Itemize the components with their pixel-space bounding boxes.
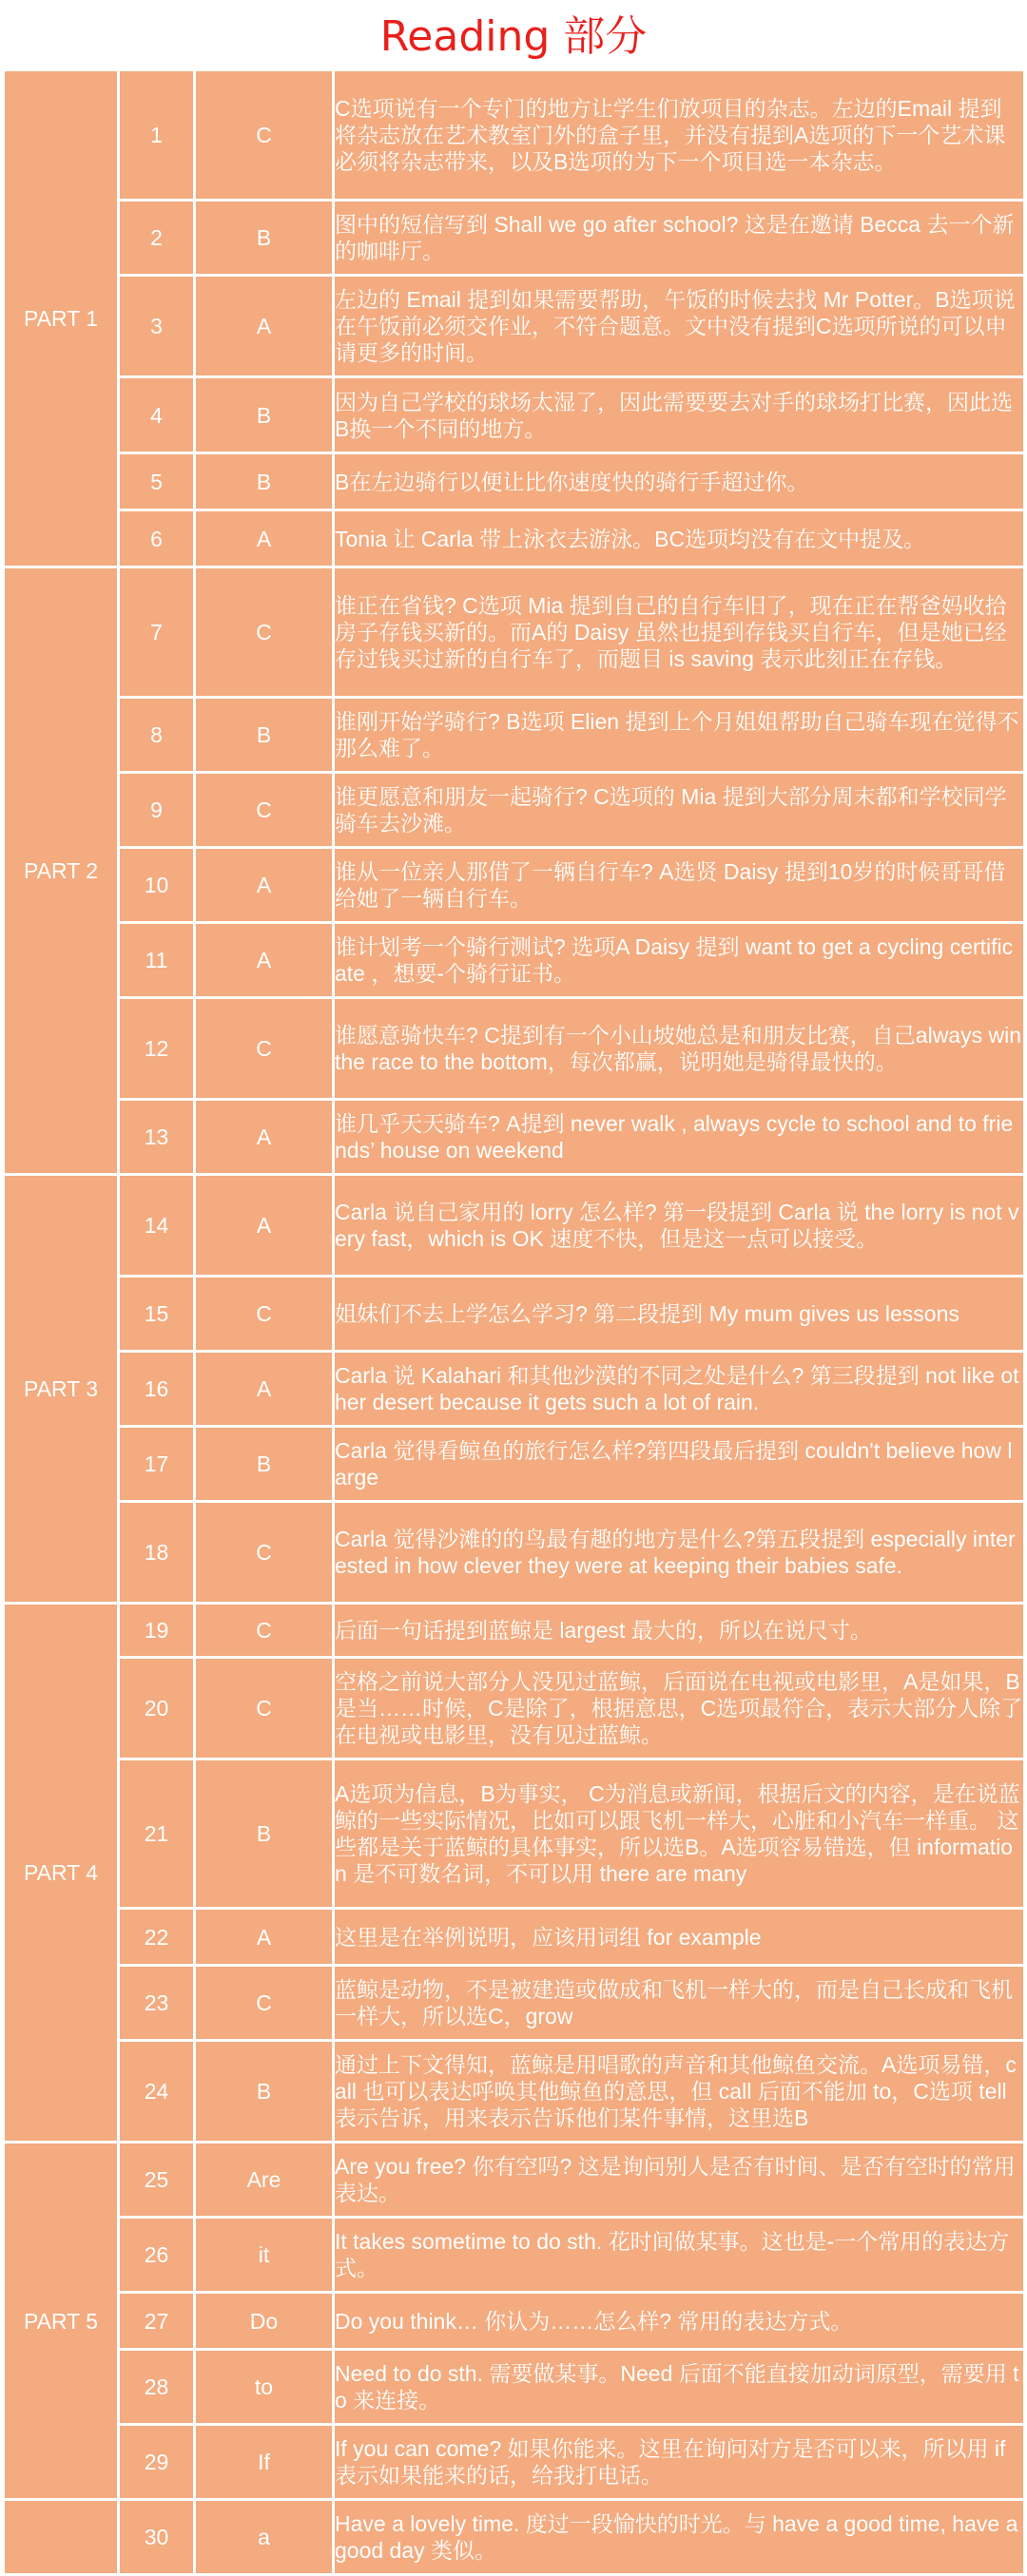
question-number: 22 xyxy=(119,1909,195,1966)
part-label: PART 4 xyxy=(4,1604,119,2143)
question-number: 23 xyxy=(119,1966,195,2041)
answer-cell: C xyxy=(195,1277,334,1352)
explanation-cell: B在左边骑行以便让比你速度快的骑行手超过你。 xyxy=(334,453,1025,510)
table-row xyxy=(4,2350,1025,2425)
question-number: 18 xyxy=(119,1502,195,1604)
question-number: 10 xyxy=(119,848,195,923)
table-row xyxy=(4,1658,1025,1759)
explanation-cell: Carla 说 Kalahari 和其他沙漠的不同之处是什么? 第三段提到 not like other desert because it gets such a lot of rain. xyxy=(334,1352,1025,1427)
table-row xyxy=(4,453,1025,510)
answer-cell: A xyxy=(195,510,334,567)
explanation-cell: 谁刚开始学骑行? B选项 Elien 提到上个月姐姐帮助自己骑车现在觉得不那么难了。 xyxy=(334,698,1025,773)
question-number: 29 xyxy=(119,2425,195,2500)
answer-cell: C xyxy=(195,1604,334,1658)
answer-table-body xyxy=(4,70,1025,2575)
table-row xyxy=(4,567,1025,698)
answer-cell: B xyxy=(195,453,334,510)
answer-cell: Do xyxy=(195,2293,334,2350)
table-row xyxy=(4,1175,1025,1277)
question-number: 25 xyxy=(119,2143,195,2218)
explanation-cell: 谁更愿意和朋友一起骑行? C选项的 Mia 提到大部分周末都和学校同学骑车去沙滩。 xyxy=(334,773,1025,848)
question-number: 3 xyxy=(119,276,195,377)
question-number: 11 xyxy=(119,923,195,998)
table-row xyxy=(4,2500,1025,2575)
explanation-cell: 谁从一位亲人那借了一辆自行车? A选贤 Daisy 提到10岁的时候哥哥借给她了一辆自行车。 xyxy=(334,848,1025,923)
question-number: 26 xyxy=(119,2218,195,2293)
table-row xyxy=(4,1966,1025,2041)
explanation-cell: 谁正在省钱? C选项 Mia 提到自己的自行车旧了，现在正在帮爸妈收拾房子存钱买新的。而A的 Daisy 虽然也提到存钱买自行车，但是她已经存过钱买过新的自行车了，而题目 is saving 表示此刻正在存钱。 xyxy=(334,567,1025,698)
table-row xyxy=(4,923,1025,998)
table-row xyxy=(4,2218,1025,2293)
explanation-cell: If you can come? 如果你能来。这里在询问对方是否可以来，所以用 if 表示如果能来的话，给我打电话。 xyxy=(334,2425,1025,2500)
question-number: 12 xyxy=(119,998,195,1100)
question-number: 20 xyxy=(119,1658,195,1759)
explanation-cell: Are you free? 你有空吗? 这是询问别人是否有时间、是否有空时的常用表达。 xyxy=(334,2143,1025,2218)
question-number: 9 xyxy=(119,773,195,848)
explanation-cell: 因为自己学校的球场太湿了，因此需要要去对手的球场打比赛，因此选B换一个不同的地方。 xyxy=(334,377,1025,453)
table-row xyxy=(4,1604,1025,1658)
table-row xyxy=(4,1502,1025,1604)
answer-cell: A xyxy=(195,923,334,998)
explanation-cell: 通过上下文得知，蓝鲸是用唱歌的声音和其他鲸鱼交流。A选项易错，call 也可以表达呼唤其他鲸鱼的意思，但 call 后面不能加 to，C选项 tell 表示告诉，用来表示告诉他们某件事情，这里选B xyxy=(334,2041,1025,2143)
explanation-cell: It takes sometime to do sth. 花时间做某事。这也是-一个常用的表达方式。 xyxy=(334,2218,1025,2293)
answer-cell: If xyxy=(195,2425,334,2500)
page-title: Reading 部分 xyxy=(379,12,648,61)
explanation-cell: Carla 觉得沙滩的的鸟最有趣的地方是什么?第五段提到 especially interested in how clever they were at keeping their babies safe. xyxy=(334,1502,1025,1604)
answer-cell: C xyxy=(195,1658,334,1759)
table-row xyxy=(4,2425,1025,2500)
answer-cell: A xyxy=(195,1909,334,1966)
question-number: 30 xyxy=(119,2500,195,2575)
answer-cell: C xyxy=(195,998,334,1100)
explanation-cell: 谁几乎天天骑车? A提到 never walk , always cycle to school and to friends’ house on weekend xyxy=(334,1100,1025,1175)
explanation-cell: Have a lovely time. 度过一段愉快的时光。与 have a good time, have a good day 类似。 xyxy=(334,2500,1025,2575)
explanation-cell: Need to do sth. 需要做某事。Need 后面不能直接加动词原型，需要用 to 来连接。 xyxy=(334,2350,1025,2425)
explanation-cell: 谁愿意骑快车? C提到有一个小山坡她总是和朋友比赛，自己always win the race to the bottom，每次都赢，说明她是骑得最快的。 xyxy=(334,998,1025,1100)
answer-cell: Are xyxy=(195,2143,334,2218)
answer-cell: B xyxy=(195,201,334,276)
answer-cell: to xyxy=(195,2350,334,2425)
table-row xyxy=(4,510,1025,567)
table-row xyxy=(4,2293,1025,2350)
table-row xyxy=(4,1909,1025,1966)
explanation-cell: 空格之前说大部分人没见过蓝鲸，后面说在电视或电影里，A是如果，B是当……时候，C是除了，根据意思，C选项最符合，表示大部分人除了在电视或电影里，没有见过蓝鲸。 xyxy=(334,1658,1025,1759)
answer-cell: C xyxy=(195,1502,334,1604)
table-row xyxy=(4,1759,1025,1909)
answer-cell: A xyxy=(195,1100,334,1175)
part-label: PART 1 xyxy=(4,70,119,567)
answer-cell: B xyxy=(195,377,334,453)
table-row xyxy=(4,276,1025,377)
answer-cell: A xyxy=(195,1175,334,1277)
question-number: 19 xyxy=(119,1604,195,1658)
answer-cell: A xyxy=(195,1352,334,1427)
table-row xyxy=(4,698,1025,773)
question-number: 21 xyxy=(119,1759,195,1909)
question-number: 17 xyxy=(119,1427,195,1502)
question-number: 24 xyxy=(119,2041,195,2143)
table-row xyxy=(4,1100,1025,1175)
answer-cell: B xyxy=(195,1759,334,1909)
part-label: PART 2 xyxy=(4,567,119,1175)
explanation-cell: 图中的短信写到 Shall we go after school? 这是在邀请 Becca 去一个新的咖啡厅。 xyxy=(334,201,1025,276)
explanation-cell: 后面一句话提到蓝鲸是 largest 最大的，所以在说尺寸。 xyxy=(334,1604,1025,1658)
question-number: 7 xyxy=(119,567,195,698)
explanation-cell: 这里是在举例说明，应该用词组 for example xyxy=(334,1909,1025,1966)
answer-cell: it xyxy=(195,2218,334,2293)
table-row xyxy=(4,1277,1025,1352)
answer-cell: B xyxy=(195,698,334,773)
question-number: 16 xyxy=(119,1352,195,1427)
answer-table xyxy=(2,68,1026,2576)
question-number: 8 xyxy=(119,698,195,773)
explanation-cell: A选项为信息，B为事实， C为消息或新闻，根据后文的内容，是在说蓝鲸的一些实际情况，比如可以跟飞机一样大，心脏和小汽车一样重。 这些都是关于蓝鲸的具体事实，所以选B。A选项容易错选，但 information 是不可数名词，不可以用 there are many xyxy=(334,1759,1025,1909)
table-row xyxy=(4,998,1025,1100)
question-number: 4 xyxy=(119,377,195,453)
answer-cell: C xyxy=(195,70,334,201)
explanation-cell: 姐妹们不去上学怎么学习? 第二段提到 My mum gives us lessons xyxy=(334,1277,1025,1352)
question-number: 14 xyxy=(119,1175,195,1277)
table-row xyxy=(4,773,1025,848)
explanation-cell: Do you think… 你认为……怎么样? 常用的表达方式。 xyxy=(334,2293,1025,2350)
answer-cell: B xyxy=(195,2041,334,2143)
question-number: 2 xyxy=(119,201,195,276)
part-label: PART 5 xyxy=(4,2143,119,2500)
answer-cell: A xyxy=(195,848,334,923)
part-label xyxy=(4,2500,119,2575)
explanation-cell: 蓝鲸是动物，不是被建造或做成和飞机一样大的，而是自己长成和飞机一样大，所以选C，grow xyxy=(334,1966,1025,2041)
explanation-cell: Carla 觉得看鲸鱼的旅行怎么样?第四段最后提到 couldn't believe how large xyxy=(334,1427,1025,1502)
answer-cell: B xyxy=(195,1427,334,1502)
explanation-cell: 谁计划考一个骑行测试? 选项A Daisy 提到 want to get a cycling certificate ，想要-个骑行证书。 xyxy=(334,923,1025,998)
question-number: 5 xyxy=(119,453,195,510)
table-row xyxy=(4,848,1025,923)
explanation-cell: Carla 说自己家用的 lorry 怎么样? 第一段提到 Carla 说 the lorry is not very fast，which is OK 速度不快，但是这一点可以接受。 xyxy=(334,1175,1025,1277)
table-row xyxy=(4,377,1025,453)
answer-cell: a xyxy=(195,2500,334,2575)
table-row xyxy=(4,2041,1025,2143)
question-number: 6 xyxy=(119,510,195,567)
table-row xyxy=(4,70,1025,201)
table-row xyxy=(4,2143,1025,2218)
explanation-cell: C选项说有一个专门的地方让学生们放项目的杂志。左边的Email 提到将杂志放在艺术教室门外的盒子里，并没有提到A选项的下一个艺术课必须将杂志带来，以及B选项的为下一个项目选一本杂志。 xyxy=(334,70,1025,201)
explanation-cell: Tonia 让 Carla 带上泳衣去游泳。BC选项均没有在文中提及。 xyxy=(334,510,1025,567)
answer-cell: C xyxy=(195,567,334,698)
answer-cell: A xyxy=(195,276,334,377)
explanation-cell: 左边的 Email 提到如果需要帮助，午饭的时候去找 Mr Potter。B选项说在午饭前必须交作业，不符合题意。文中没有提到C选项所说的可以申请更多的时间。 xyxy=(334,276,1025,377)
part-label: PART 3 xyxy=(4,1175,119,1604)
question-number: 1 xyxy=(119,70,195,201)
question-number: 15 xyxy=(119,1277,195,1352)
table-row xyxy=(4,201,1025,276)
question-number: 13 xyxy=(119,1100,195,1175)
question-number: 27 xyxy=(119,2293,195,2350)
answer-cell: C xyxy=(195,1966,334,2041)
table-row xyxy=(4,1427,1025,1502)
answer-cell: C xyxy=(195,773,334,848)
question-number: 28 xyxy=(119,2350,195,2425)
table-row xyxy=(4,1352,1025,1427)
